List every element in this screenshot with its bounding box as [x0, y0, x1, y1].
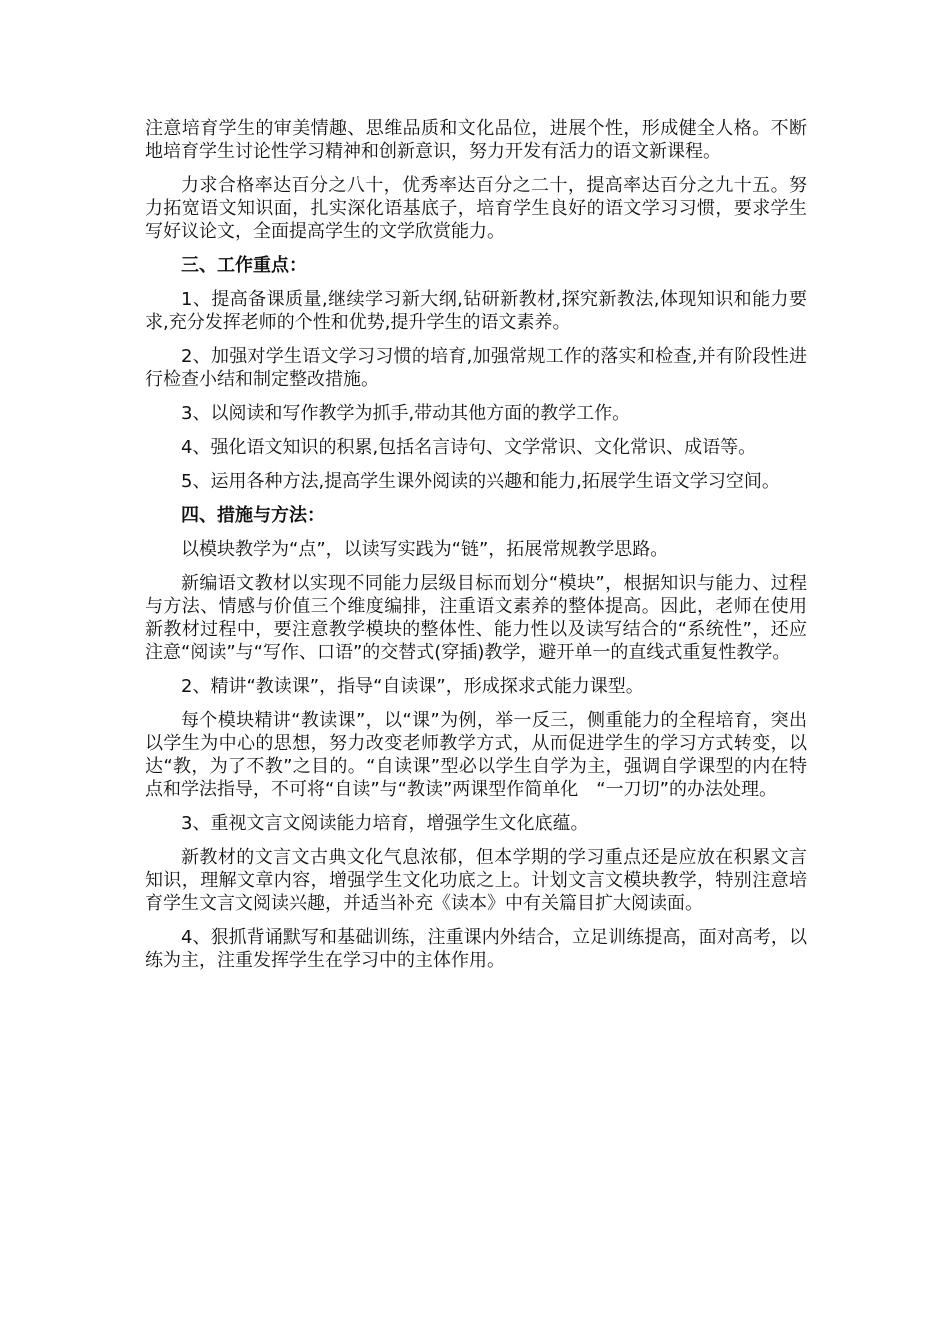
- document-body: [145, 117, 807, 983]
- section-heading: 三、工作重点：: [181, 255, 307, 276]
- paragraph: 新编语文教材以实现不同能力层级目标而划分“模块”，根据知识与能力、过程与方法、情感与价值三个维度编排，注重语文素养的整体提高。因此，老师在使用新教材过程中，要注意教学模块的整体性、能力性以及读写结合的“系统性”，还应注意“阅读”与“写作、口语”的交替式(穿插)教学，避开单一的直线式重复性教学。: [145, 573, 807, 663]
- list-item: 1、提高备课质量,继续学习新大纲,钻研新教材,探究新教法,体现知识和能力要求,充分发挥老师的个性和优势,提升学生的语文素养。: [145, 289, 807, 333]
- list-item: 4、强化语文知识的积累,包括名言诗句、文学常识、文化常识、成语等。: [181, 437, 757, 458]
- list-item: 5、运用各种方法,提高学生课外阅读的兴趣和能力,拓展学生语文学习空间。: [181, 471, 780, 492]
- paragraph: 以模块教学为“点”，以读写实践为“链”，拓展常规教学思路。: [181, 539, 669, 560]
- list-item: 3、以阅读和写作教学为抓手,带动其他方面的教学工作。: [181, 403, 631, 424]
- paragraph: 注意培育学生的审美情趣、思维品质和文化品位，进展个性，形成健全人格。不断地培育学生讨论性学习精神和创新意识，努力开发有活力的语文新课程。: [145, 118, 807, 162]
- list-item: 2、加强对学生语文学习习惯的培育,加强常规工作的落实和检查,并有阶段性进行检查小结和制定整改措施。: [145, 346, 807, 390]
- paragraph: 2、精讲“教读课”，指导“自读课”，形成探求式能力课型。: [181, 676, 644, 697]
- paragraph: 新教材的文言文古典文化气息浓郁，但本学期的学习重点还是应放在积累文言知识，理解文章内容，增强学生文化功底之上。计划文言文模块教学，特别注意培育学生文言文阅读兴趣，并适当补充《读本》中有关篇目扩大阅读面。: [145, 847, 807, 914]
- paragraph: 3、重视文言文阅读能力培育，增强学生文化底蕴。: [181, 813, 589, 834]
- section-heading: 四、措施与方法：: [181, 505, 325, 526]
- paragraph: 力求合格率达百分之八十，优秀率达百分之二十，提高率达百分之九十五。努力拓宽语文知识面，扎实深化语基底子，培育学生良好的语文学习习惯，要求学生写好议论文，全面提高学生的文学欣赏能力。: [145, 175, 807, 242]
- paragraph: 每个模块精讲“教读课”，以“课”为例，举一反三，侧重能力的全程培育，突出以学生为中心的思想，努力改变老师教学方式，从而促进学生的学习方式转变，以达“教，为了不教”之目的。“自读课”型必以学生自学为主，强调自学课型的内在特点和学法指导，不可将“自读”与“教读”两课型作简单化 “一刀切”的办法处理。: [145, 710, 807, 800]
- paragraph: 4、狠抓背诵默写和基础训练，注重课内外结合，立足训练提高，面对高考，以练为主，注重发挥学生在学习中的主体作用。: [145, 927, 807, 971]
